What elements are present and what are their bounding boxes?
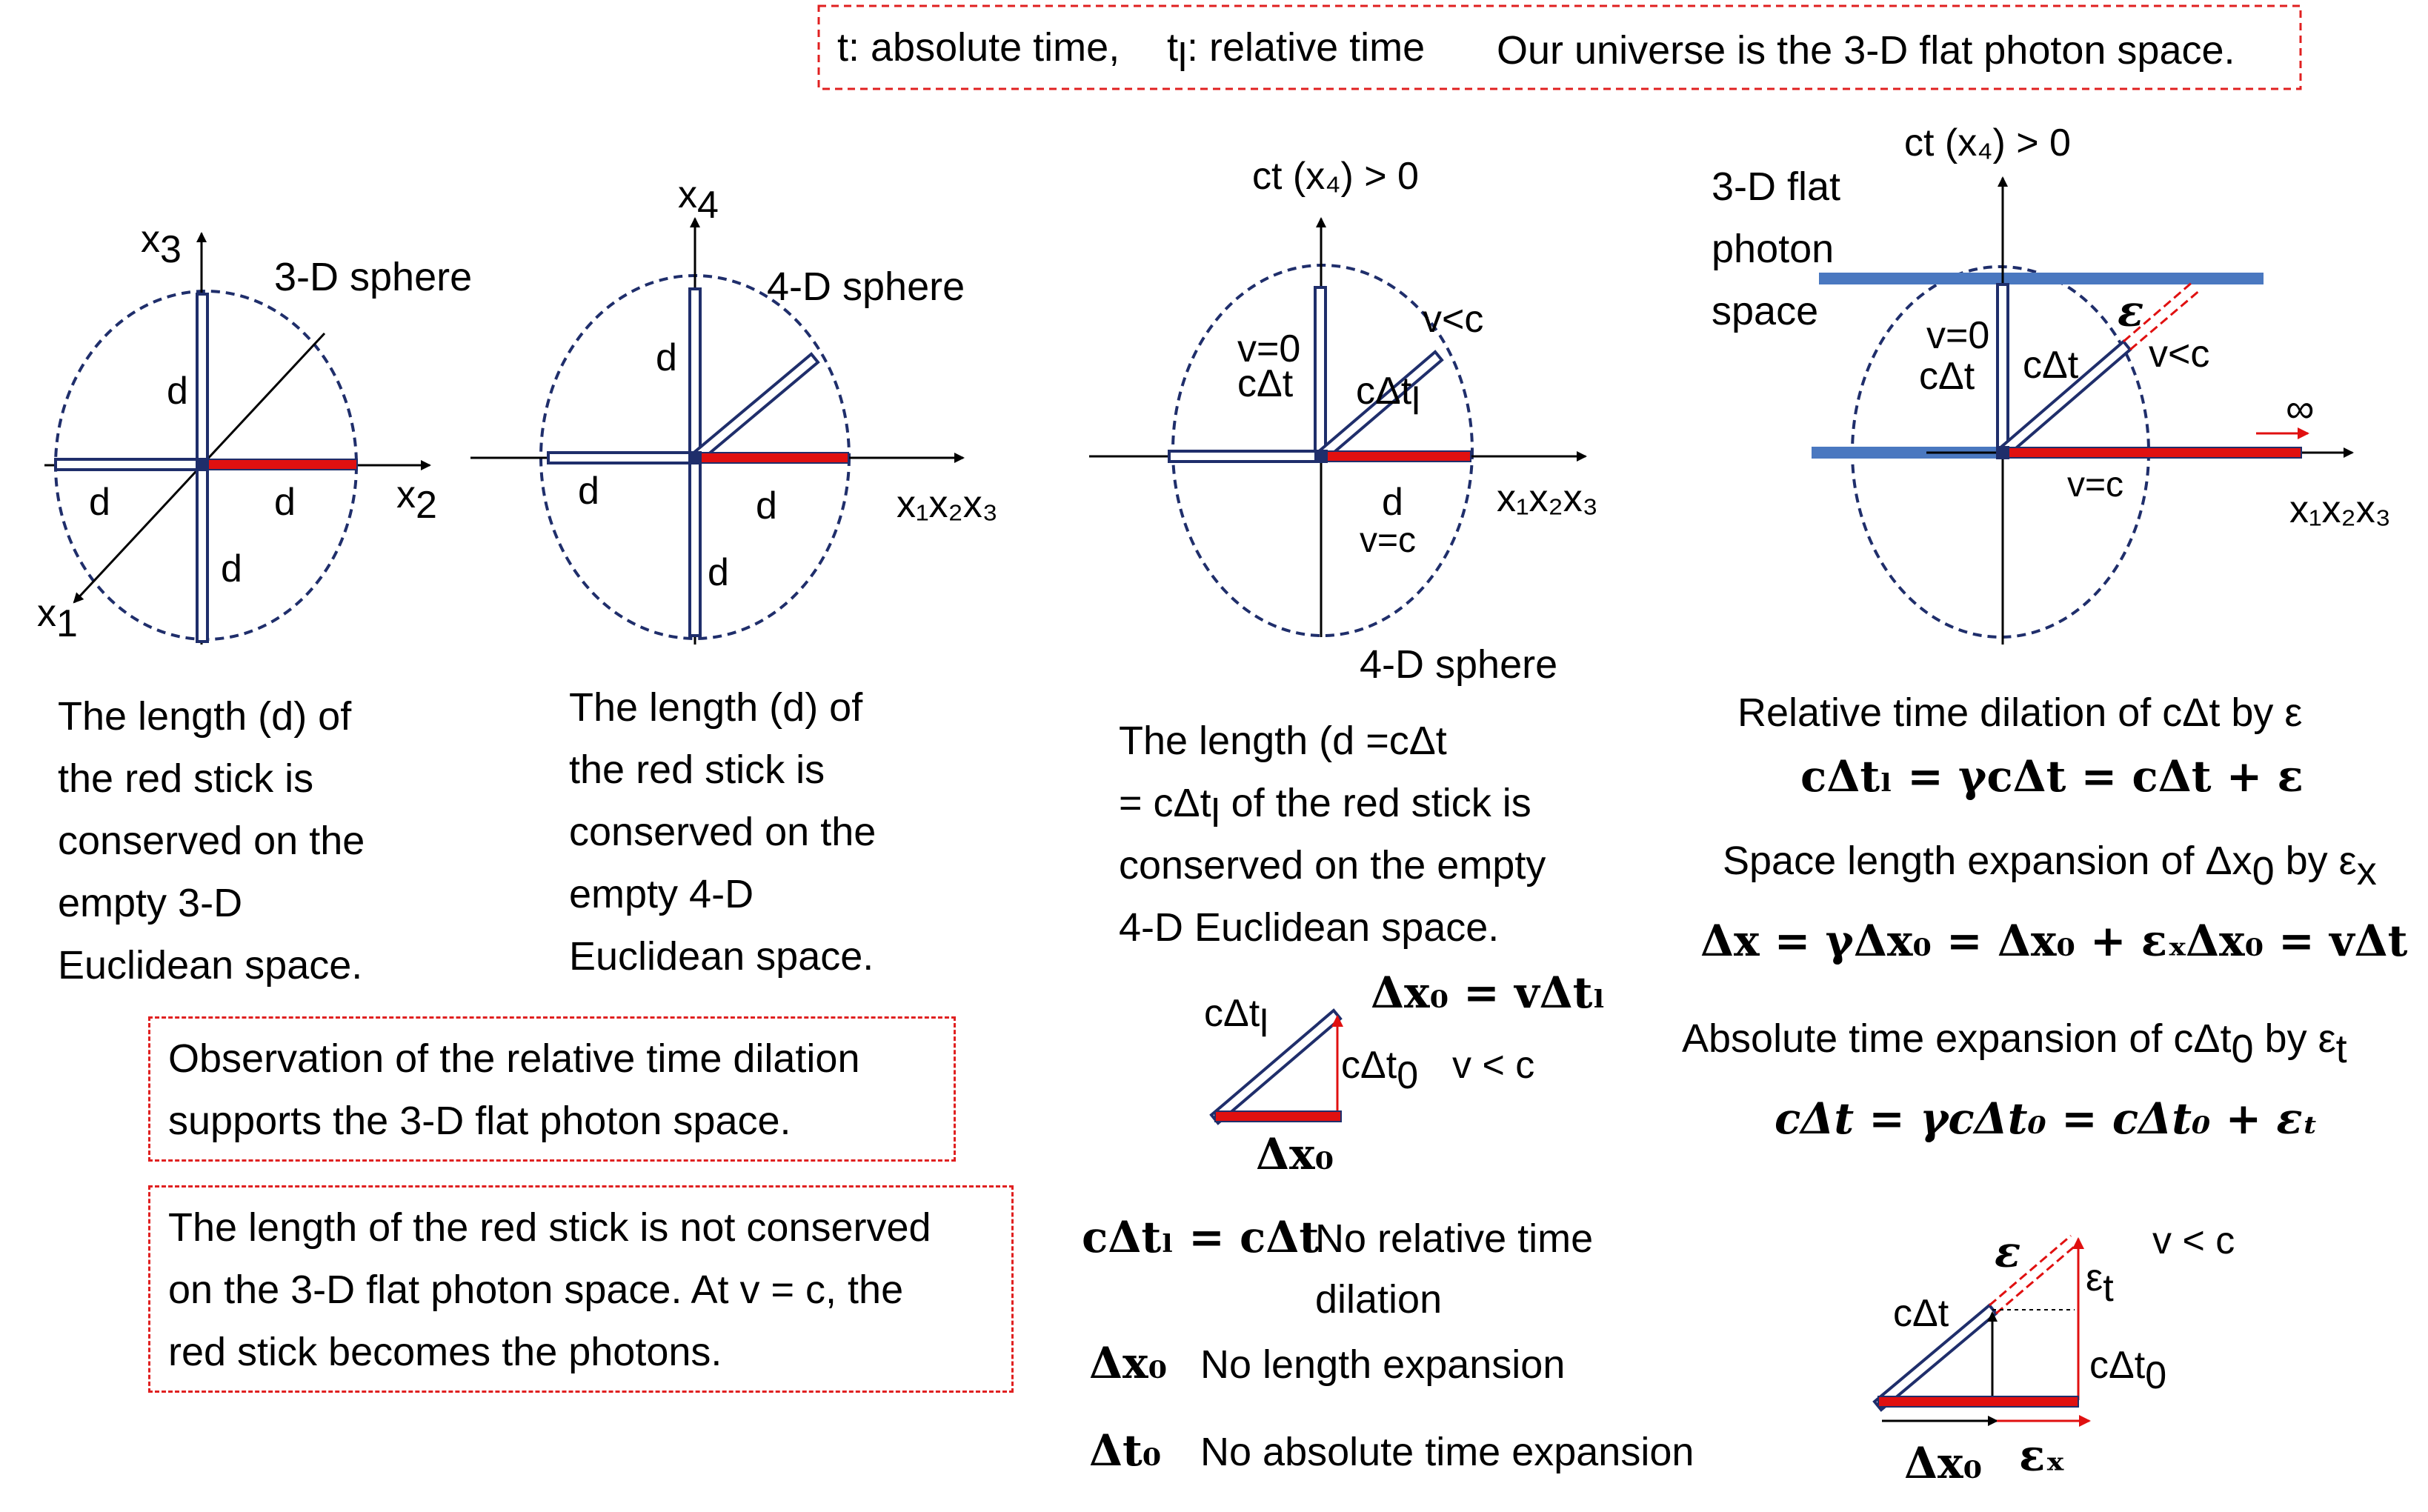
tri-red-base — [1878, 1396, 2078, 1407]
tri-c-delta-t0: cΔt0 — [2089, 1344, 2167, 1397]
stick-diagonal — [692, 354, 818, 462]
tri-c-delta-t0: cΔt0 — [1341, 1044, 1419, 1097]
relative-dilation-text: Relative time dilation of cΔt by ε — [1737, 690, 2303, 735]
label-v-zero: v=0 — [1237, 327, 1301, 370]
not-conserved-note — [148, 1185, 1014, 1393]
label-v-eq-c: v=c — [2067, 465, 2124, 504]
list-sym-3: Δt₀ — [1089, 1425, 1162, 1476]
sphere-label: 3-D sphere — [274, 255, 473, 299]
stick-up — [197, 294, 207, 464]
list-desc-3: No absolute time expansion — [1200, 1430, 1694, 1474]
axis-x4-label: x4 — [678, 173, 719, 227]
list-desc-1a: No relative time — [1315, 1216, 1594, 1261]
list-sym-2: Δx₀ — [1089, 1338, 1167, 1388]
header-relative-time: tl: relative time — [1167, 25, 1426, 80]
not-conserved-note-text: The length of the red stick is not conserved on the 3-D flat photon space. At v = c, the red stick becomes the photons. — [168, 1205, 931, 1374]
tri-c-delta-t: cΔt — [1893, 1292, 1949, 1335]
panel-4d-sphere — [470, 173, 998, 645]
axis-x3-label: x3 — [141, 218, 182, 271]
axis-x1-label: x1 — [37, 592, 78, 645]
red-stick — [1323, 451, 1471, 462]
axis-ct-label: ct (x₄) > 0 — [1252, 155, 1419, 198]
length-label-up: d — [656, 336, 677, 379]
label-v-zero: v=0 — [1926, 314, 1990, 357]
stick-up — [1315, 287, 1326, 456]
observation-note-text: Observation of the relative time dilation supports the 3-D flat photon space. — [168, 1036, 860, 1143]
flat-space-top-bar — [1819, 273, 2264, 284]
label-d: d — [1382, 481, 1403, 524]
label-v-lt-c: v<c — [2149, 333, 2210, 376]
caption-line-1: The length (d =cΔt — [1119, 719, 1447, 763]
panel-3d-sphere — [37, 218, 472, 645]
absolute-expansion-text: Absolute time expansion of cΔt0 by εt — [1682, 1016, 2347, 1071]
caption-line-3: conserved on the empty — [1119, 843, 1546, 887]
flat-space-label-2: photon — [1712, 227, 1835, 271]
label-v-lt-c: v<c — [1423, 298, 1484, 341]
header-universe: Our universe is the 3-D flat photon space. — [1497, 28, 2235, 73]
label-infinity: ∞ — [2286, 387, 2315, 431]
label-epsilon: ε — [2118, 286, 2144, 336]
caption-line-2: = cΔtl of the red stick is — [1119, 781, 1531, 836]
eq-relative: cΔtₗ = γcΔt = cΔt + ε — [1800, 751, 2304, 802]
header-absolute-time: t: absolute time, — [837, 25, 1120, 70]
red-stick — [2005, 447, 2301, 458]
axis-x2-label: x2 — [396, 473, 437, 527]
sphere-label: 4-D sphere — [1360, 642, 1558, 687]
red-stick — [696, 453, 848, 463]
length-label-down: d — [221, 547, 242, 590]
stick-down — [197, 465, 207, 642]
list-desc-1b: dilation — [1315, 1277, 1443, 1322]
tri-v-lt-c: v < c — [1452, 1044, 1535, 1087]
observation-note — [148, 1016, 956, 1162]
length-label-up: d — [167, 370, 188, 413]
list-sym-1: cΔtₗ = cΔt — [1082, 1212, 1320, 1262]
stick-left — [548, 453, 695, 463]
panel2-caption: The length (d) of the red stick is conserved on the empty 4-D Euclidean space. — [569, 685, 877, 979]
axis-horizontal-label: x₁x₂x₃ — [2289, 488, 2391, 531]
stick-down — [690, 458, 700, 636]
tri-c-delta-tl: cΔtl — [1204, 992, 1268, 1045]
label-c-delta-t-left: cΔt — [1919, 355, 1975, 398]
sphere-label: 4-D sphere — [767, 264, 965, 309]
label-c-delta-tl: cΔtl — [1356, 370, 1420, 423]
axis-ct-label: ct (x₄) > 0 — [1904, 121, 2071, 164]
axis-horizontal-label: x₁x₂x₃ — [1497, 477, 1598, 520]
eq-space-2: Δx₀ = vΔt — [2186, 916, 2408, 966]
eq-absolute: cΔt = γcΔt₀ = cΔt₀ + εₜ — [1775, 1093, 2319, 1144]
origin-marker — [196, 458, 209, 471]
flat-space-label-1: 3-D flat — [1712, 164, 1841, 209]
panel1-caption: The length (d) of the red stick is conserved on the empty 3-D Euclidean space. — [58, 694, 365, 988]
eq-space: Δx = γΔx₀ = Δx₀ + εₓ — [1700, 916, 2188, 966]
length-label-right: d — [274, 481, 296, 524]
length-label-right: d — [756, 484, 777, 527]
stick-left — [56, 459, 202, 470]
stick-up — [690, 289, 700, 458]
length-label-down: d — [708, 551, 729, 594]
caption-line-4: 4-D Euclidean space. — [1119, 905, 1500, 950]
origin-marker — [1996, 446, 2009, 459]
tri-epsilon-x: εₓ — [2019, 1431, 2066, 1481]
tri-red-base — [1215, 1111, 1341, 1122]
panel-flat-photon-space — [1682, 121, 2408, 1488]
tri-epsilon-t: εt — [2086, 1256, 2114, 1310]
flat-space-label-3: space — [1712, 289, 1819, 333]
list-desc-2: No length expansion — [1200, 1342, 1566, 1387]
stick-up — [1998, 284, 2008, 451]
tri-epsilon: ε — [1995, 1227, 2021, 1277]
eq-delta-x0: Δx₀ = vΔtₗ — [1371, 968, 1606, 1018]
label-c-delta-t: cΔt — [1237, 362, 1294, 405]
tri-delta-x0: Δx₀ — [1256, 1129, 1334, 1179]
tri-delta-x0: Δx₀ — [1904, 1438, 1982, 1488]
red-stick — [203, 459, 357, 470]
length-label-left: d — [578, 470, 599, 513]
origin-marker — [688, 451, 702, 464]
tri-v-lt-c: v < c — [2152, 1219, 2235, 1262]
stick-left — [1169, 451, 1317, 462]
origin-marker — [1314, 450, 1328, 463]
axis-horizontal-label: x₁x₂x₃ — [897, 483, 998, 526]
length-label-left: d — [89, 481, 110, 524]
label-v-eq-c: v=c — [1360, 521, 1417, 560]
panel-4d-relative — [1082, 155, 1694, 1476]
label-c-delta-t-right: cΔt — [2023, 344, 2079, 387]
space-expansion-text: Space length expansion of Δx0 by εx — [1723, 839, 2377, 893]
